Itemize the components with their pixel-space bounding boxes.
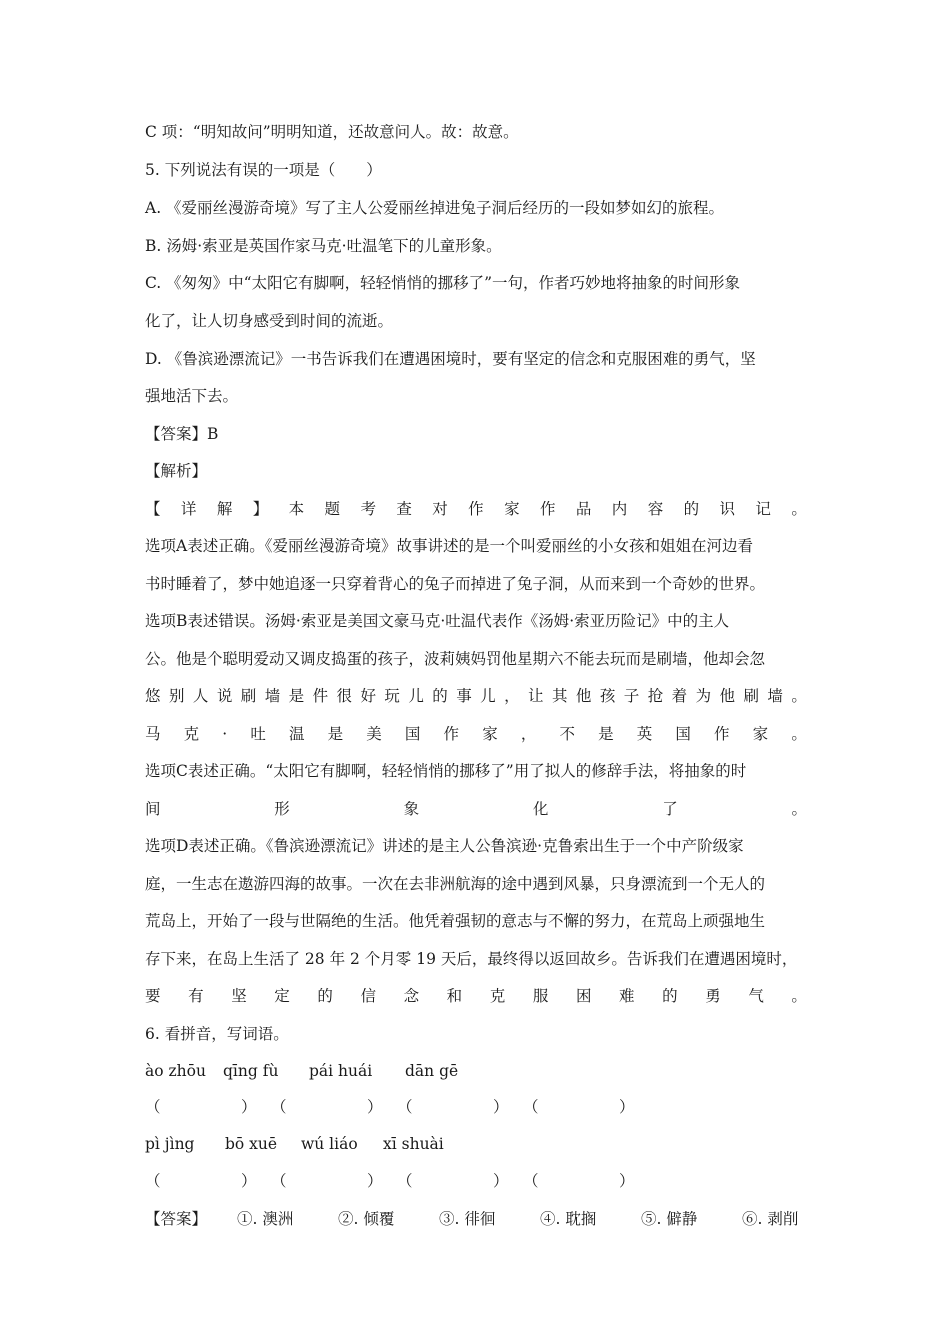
explain-line-9: 间 形 象 化 了 。 — [145, 800, 807, 818]
pinyin-item: wú liáo — [301, 1135, 358, 1153]
explain-line-2: 选项A表述正确。《爱丽丝漫游奇境》故事讲述的是一个叫爱丽丝的小女孩和姐姐在河边看 — [145, 537, 753, 555]
explain-line-6: 悠 别 人 说 刷 墙 是 件 很 好 玩 儿 的 事 儿 ， 让 其 他 孩 子 抢 着 为 他 刷 墙 。 — [145, 687, 807, 705]
explain-line-4: 选项B表述错误。汤姆·索亚是美国文豪马克·吐温代表作《汤姆·索亚历险记》中的主人 — [145, 612, 730, 630]
explain-line-12: 荒岛上，开始了一段与世隔绝的生活。他凭着强韧的意志与不懈的努力，在荒岛上顽强地生 — [145, 912, 766, 930]
answer-blanks-row-1 — [145, 1097, 649, 1117]
bracket-close: ） — [619, 1172, 635, 1190]
q5-option-c-line2: 化了，让人切身感受到时间的流逝。 — [145, 312, 394, 330]
bracket-close: ） — [367, 1098, 383, 1116]
explain-line-10: 选项D表述正确。《鲁滨逊漂流记》讲述的是主人公鲁滨逊·克鲁索出生于一个中产阶级家 — [145, 837, 744, 855]
pinyin-item: xī shuài — [383, 1135, 444, 1153]
bracket-close: ） — [493, 1172, 509, 1190]
answer-5: 【答案】B — [145, 425, 219, 443]
question-6: 6. 看拼音，写词语。 — [145, 1025, 289, 1043]
bracket-close: ） — [619, 1098, 635, 1116]
explain-line-1: 【 详 解 】 本 题 考 查 对 作 家 作 品 内 容 的 识 记 。 — [145, 500, 807, 518]
answer-item: ④. 耽搁 — [540, 1210, 597, 1228]
explain-line-14: 要 有 坚 定 的 信 念 和 克 服 困 难 的 勇 气 。 — [145, 987, 807, 1005]
explain-line-3: 书时睡着了，梦中她追逐一只穿着背心的兔子而掉进了兔子洞，从而来到一个奇妙的世界。 — [145, 575, 766, 593]
bracket-close: ） — [241, 1172, 257, 1190]
analysis-heading: 【解析】 — [145, 462, 208, 480]
pinyin-item: dān gē — [405, 1062, 459, 1080]
bracket-open: （ — [523, 1172, 539, 1190]
explain-line-13: 存下来，在岛上生活了 28 年 2 个月零 19 天后，最终得以返回故乡。告诉我们在遭遇困境时， — [145, 950, 798, 968]
c-item-explanation: C 项：“明知故问”明明知道，还故意问人。故：故意。 — [145, 123, 519, 141]
explain-line-8: 选项C表述正确。“太阳它有脚啊，轻轻悄悄的挪移了”用了拟人的修辞手法，将抽象的时 — [145, 762, 747, 780]
bracket-close: ） — [367, 1172, 383, 1190]
bracket-open: （ — [271, 1098, 287, 1116]
bracket-close: ） — [241, 1098, 257, 1116]
pinyin-row-2 — [145, 1134, 463, 1154]
bracket-open: （ — [271, 1172, 287, 1190]
answer-6 — [145, 1209, 798, 1229]
pinyin-row-1 — [145, 1061, 485, 1081]
explain-line-5: 公。他是个聪明爱动又调皮捣蛋的孩子，波莉姨妈罚他星期六不能去玩而是刷墙，他却会忽 — [145, 650, 766, 668]
answer-item: ③. 徘徊 — [439, 1210, 496, 1228]
pinyin-item: bō xuē — [225, 1135, 278, 1153]
q5-option-a: A. 《爱丽丝漫游奇境》写了主人公爱丽丝掉进兔子洞后经历的一段如梦如幻的旅程。 — [145, 199, 725, 217]
q5-option-b: B. 汤姆·索亚是英国作家马克·吐温笔下的儿童形象。 — [145, 237, 502, 255]
bracket-open: （ — [397, 1172, 413, 1190]
bracket-open: （ — [523, 1098, 539, 1116]
pinyin-item: qīng fù — [223, 1062, 279, 1080]
question-5: 5. 下列说法有误的一项是（ ） — [145, 161, 382, 179]
bracket-open: （ — [145, 1098, 161, 1116]
q5-option-d-line2: 强地活下去。 — [145, 387, 239, 405]
answer-blanks-row-2 — [145, 1171, 649, 1191]
explain-line-11: 庭，一生志在遨游四海的故事。一次在去非洲航海的途中遇到风暴，只身漂流到一个无人的 — [145, 875, 766, 893]
q5-option-d-line1: D. 《鲁滨逊漂流记》一书告诉我们在遭遇困境时，要有坚定的信念和克服困难的勇气，坚 — [145, 350, 756, 368]
q5-option-c-line1: C. 《匆匆》中“太阳它有脚啊，轻轻悄悄的挪移了”一句，作者巧妙地将抽象的时间形象 — [145, 274, 741, 292]
answer-item: ②. 倾覆 — [338, 1210, 395, 1228]
answer-item: ①. 澳洲 — [237, 1210, 294, 1228]
pinyin-item: pái huái — [309, 1062, 373, 1080]
answer-item: ⑤. 僻静 — [641, 1210, 698, 1228]
pinyin-item: ào zhōu — [145, 1062, 206, 1080]
explain-line-7: 马 克 · 吐 温 是 美 国 作 家 ， 不 是 英 国 作 家 。 — [145, 725, 807, 743]
answer-item: ⑥. 剥削 — [742, 1210, 799, 1228]
bracket-open: （ — [397, 1098, 413, 1116]
bracket-close: ） — [493, 1098, 509, 1116]
answer-label: 【答案】 — [145, 1210, 208, 1228]
pinyin-item: pì jìng — [145, 1135, 195, 1153]
bracket-open: （ — [145, 1172, 161, 1190]
